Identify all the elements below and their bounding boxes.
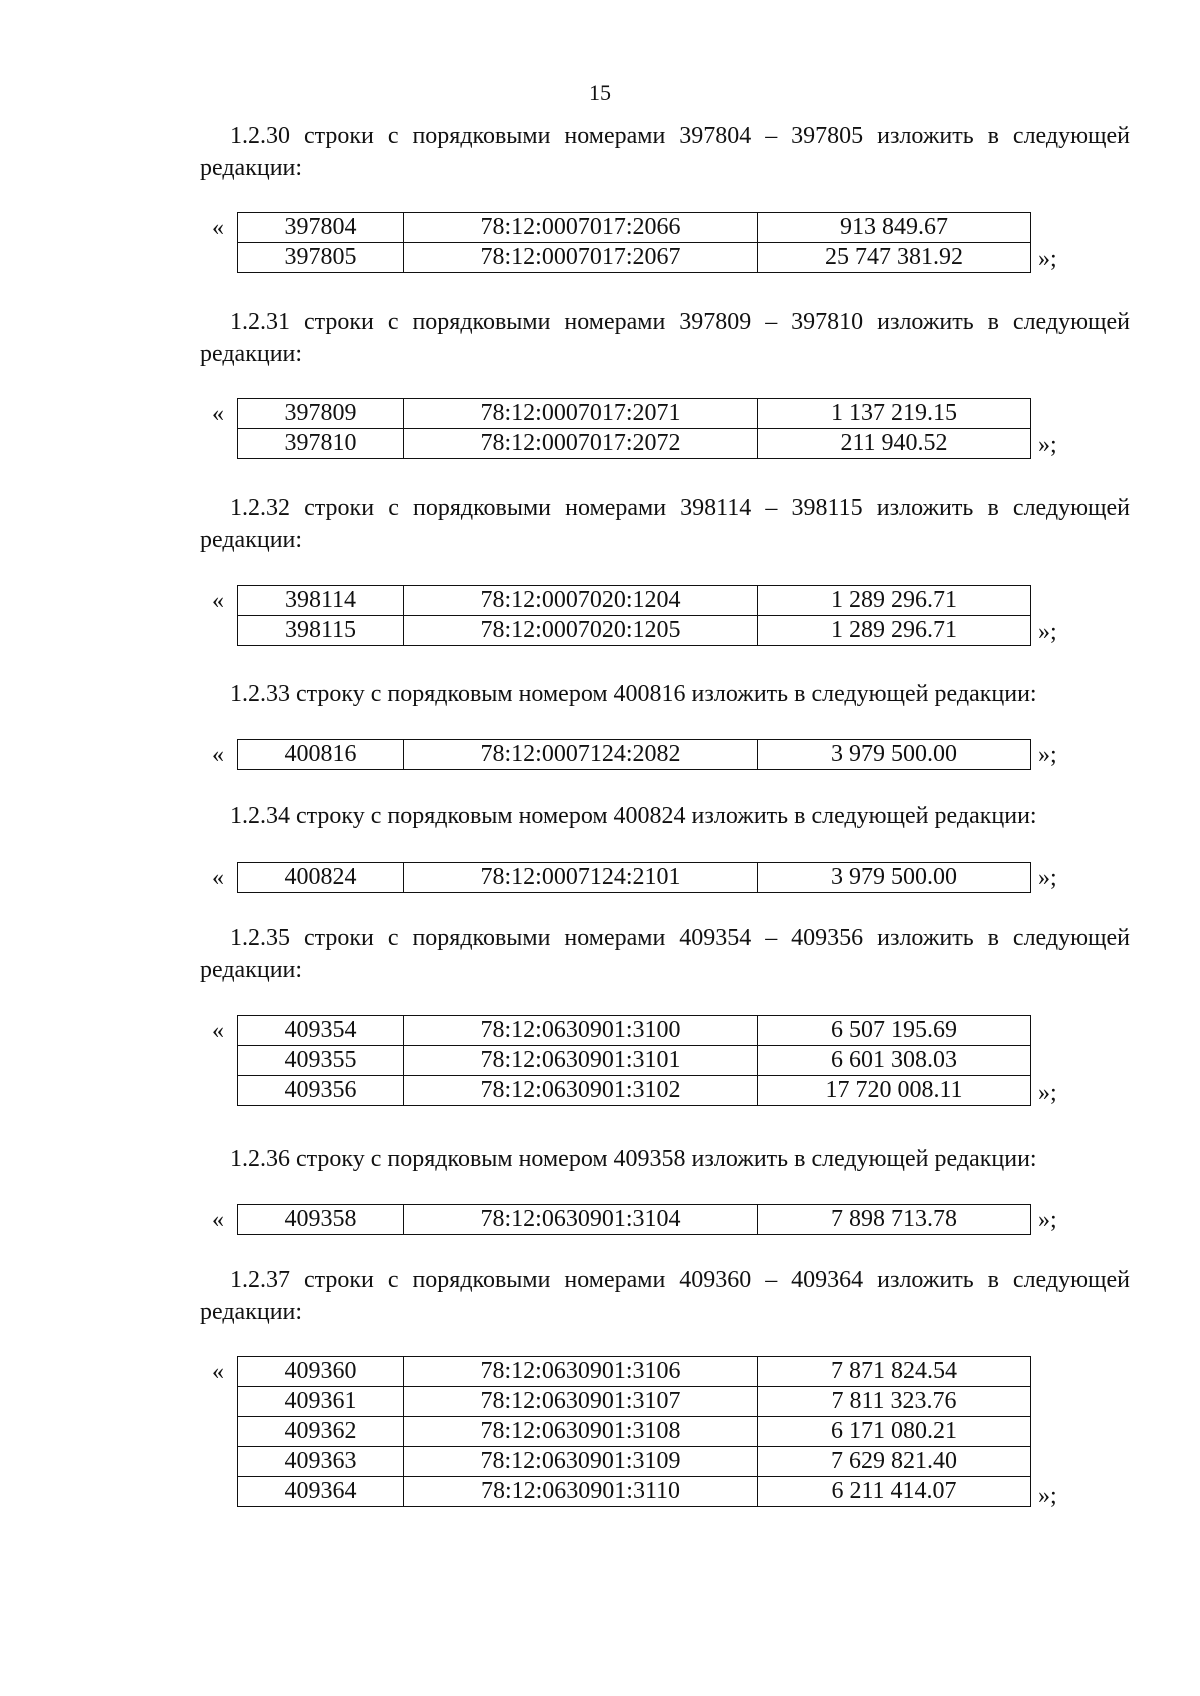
row-number-cell: 397805 bbox=[238, 243, 404, 273]
amendment-text: 1.2.32 строки с порядковыми номерами 398114 – 398115 изложить в следующей редакции: bbox=[200, 495, 1130, 553]
table-row bbox=[238, 1205, 1031, 1235]
amendment-text: 1.2.31 строки с порядковыми номерами 397809 – 397810 изложить в следующей редакции: bbox=[200, 309, 1130, 367]
cadastral-number-cell: 78:12:0007124:2082 bbox=[404, 740, 758, 770]
row-number-cell: 409354 bbox=[238, 1016, 404, 1046]
cadastral-number-cell: 78:12:0007017:2072 bbox=[404, 429, 758, 459]
open-quote: « bbox=[212, 865, 224, 891]
open-quote: « bbox=[212, 1207, 224, 1233]
table-row bbox=[238, 243, 1031, 273]
cadastral-number-cell: 78:12:0007124:2101 bbox=[404, 863, 758, 893]
row-number-cell: 400824 bbox=[238, 863, 404, 893]
registry-table bbox=[237, 862, 1031, 893]
amendment-text: 1.2.34 строку с порядковым номером 400824 изложить в следующей редакции: bbox=[230, 803, 1037, 829]
amendment-text: 1.2.30 строки с порядковыми номерами 397804 – 397805 изложить в следующей редакции: bbox=[200, 123, 1130, 181]
table-row bbox=[238, 399, 1031, 429]
table-row bbox=[238, 616, 1031, 646]
close-quote: »; bbox=[1038, 619, 1057, 645]
table-row bbox=[238, 1076, 1031, 1106]
open-quote: « bbox=[212, 742, 224, 768]
registry-table bbox=[237, 212, 1031, 273]
row-number-cell: 397810 bbox=[238, 429, 404, 459]
close-quote: »; bbox=[1038, 1207, 1057, 1233]
cadastral-number-cell: 78:12:0007017:2071 bbox=[404, 399, 758, 429]
amendment-text: 1.2.37 строки с порядковыми номерами 409360 – 409364 изложить в следующей редакции: bbox=[200, 1267, 1130, 1325]
amendment-text: 1.2.35 строки с порядковыми номерами 409354 – 409356 изложить в следующей редакции: bbox=[200, 925, 1130, 983]
row-number-cell: 397804 bbox=[238, 213, 404, 243]
close-quote: »; bbox=[1038, 865, 1057, 891]
close-quote: »; bbox=[1038, 1080, 1057, 1106]
table-row bbox=[238, 429, 1031, 459]
table-row bbox=[238, 1016, 1031, 1046]
table-row bbox=[238, 1046, 1031, 1076]
table-row bbox=[238, 1417, 1031, 1447]
page-number: 15 bbox=[589, 80, 611, 105]
value-cell: 6 211 414.07 bbox=[758, 1477, 1031, 1507]
registry-table bbox=[237, 1204, 1031, 1235]
cadastral-number-cell: 78:12:0630901:3100 bbox=[404, 1016, 758, 1046]
cadastral-number-cell: 78:12:0630901:3104 bbox=[404, 1205, 758, 1235]
value-cell: 211 940.52 bbox=[758, 429, 1031, 459]
cadastral-number-cell: 78:12:0630901:3101 bbox=[404, 1046, 758, 1076]
table-row bbox=[238, 586, 1031, 616]
cadastral-number-cell: 78:12:0630901:3102 bbox=[404, 1076, 758, 1106]
value-cell: 913 849.67 bbox=[758, 213, 1031, 243]
amendment-text: 1.2.36 строку с порядковым номером 409358 изложить в следующей редакции: bbox=[230, 1146, 1037, 1172]
value-cell: 7 871 824.54 bbox=[758, 1357, 1031, 1387]
open-quote: « bbox=[212, 1018, 224, 1044]
close-quote: »; bbox=[1038, 432, 1057, 458]
value-cell: 17 720 008.11 bbox=[758, 1076, 1031, 1106]
row-number-cell: 397809 bbox=[238, 399, 404, 429]
open-quote: « bbox=[212, 215, 224, 241]
value-cell: 3 979 500.00 bbox=[758, 740, 1031, 770]
value-cell: 1 289 296.71 bbox=[758, 586, 1031, 616]
value-cell: 3 979 500.00 bbox=[758, 863, 1031, 893]
table-row bbox=[238, 1447, 1031, 1477]
table-row bbox=[238, 863, 1031, 893]
row-number-cell: 409360 bbox=[238, 1357, 404, 1387]
registry-table bbox=[237, 1356, 1031, 1507]
row-number-cell: 409364 bbox=[238, 1477, 404, 1507]
table-row bbox=[238, 1387, 1031, 1417]
cadastral-number-cell: 78:12:0007017:2067 bbox=[404, 243, 758, 273]
registry-table bbox=[237, 739, 1031, 770]
value-cell: 6 601 308.03 bbox=[758, 1046, 1031, 1076]
table-row bbox=[238, 213, 1031, 243]
registry-table bbox=[237, 398, 1031, 459]
table-row bbox=[238, 740, 1031, 770]
cadastral-number-cell: 78:12:0007017:2066 bbox=[404, 213, 758, 243]
cadastral-number-cell: 78:12:0630901:3106 bbox=[404, 1357, 758, 1387]
row-number-cell: 409358 bbox=[238, 1205, 404, 1235]
cadastral-number-cell: 78:12:0007020:1205 bbox=[404, 616, 758, 646]
cadastral-number-cell: 78:12:0630901:3109 bbox=[404, 1447, 758, 1477]
open-quote: « bbox=[212, 588, 224, 614]
row-number-cell: 409355 bbox=[238, 1046, 404, 1076]
cadastral-number-cell: 78:12:0630901:3110 bbox=[404, 1477, 758, 1507]
row-number-cell: 409363 bbox=[238, 1447, 404, 1477]
registry-table bbox=[237, 585, 1031, 646]
row-number-cell: 409362 bbox=[238, 1417, 404, 1447]
close-quote: »; bbox=[1038, 1483, 1057, 1509]
registry-table bbox=[237, 1015, 1031, 1106]
close-quote: »; bbox=[1038, 742, 1057, 768]
row-number-cell: 409361 bbox=[238, 1387, 404, 1417]
open-quote: « bbox=[212, 401, 224, 427]
row-number-cell: 409356 bbox=[238, 1076, 404, 1106]
table-row bbox=[238, 1477, 1031, 1507]
cadastral-number-cell: 78:12:0007020:1204 bbox=[404, 586, 758, 616]
value-cell: 7 629 821.40 bbox=[758, 1447, 1031, 1477]
close-quote: »; bbox=[1038, 246, 1057, 272]
value-cell: 6 507 195.69 bbox=[758, 1016, 1031, 1046]
value-cell: 25 747 381.92 bbox=[758, 243, 1031, 273]
cadastral-number-cell: 78:12:0630901:3108 bbox=[404, 1417, 758, 1447]
row-number-cell: 398114 bbox=[238, 586, 404, 616]
value-cell: 1 137 219.15 bbox=[758, 399, 1031, 429]
amendment-text: 1.2.33 строку с порядковым номером 400816 изложить в следующей редакции: bbox=[230, 681, 1037, 707]
value-cell: 7 811 323.76 bbox=[758, 1387, 1031, 1417]
cadastral-number-cell: 78:12:0630901:3107 bbox=[404, 1387, 758, 1417]
row-number-cell: 398115 bbox=[238, 616, 404, 646]
table-row bbox=[238, 1357, 1031, 1387]
open-quote: « bbox=[212, 1359, 224, 1385]
value-cell: 6 171 080.21 bbox=[758, 1417, 1031, 1447]
row-number-cell: 400816 bbox=[238, 740, 404, 770]
value-cell: 7 898 713.78 bbox=[758, 1205, 1031, 1235]
value-cell: 1 289 296.71 bbox=[758, 616, 1031, 646]
